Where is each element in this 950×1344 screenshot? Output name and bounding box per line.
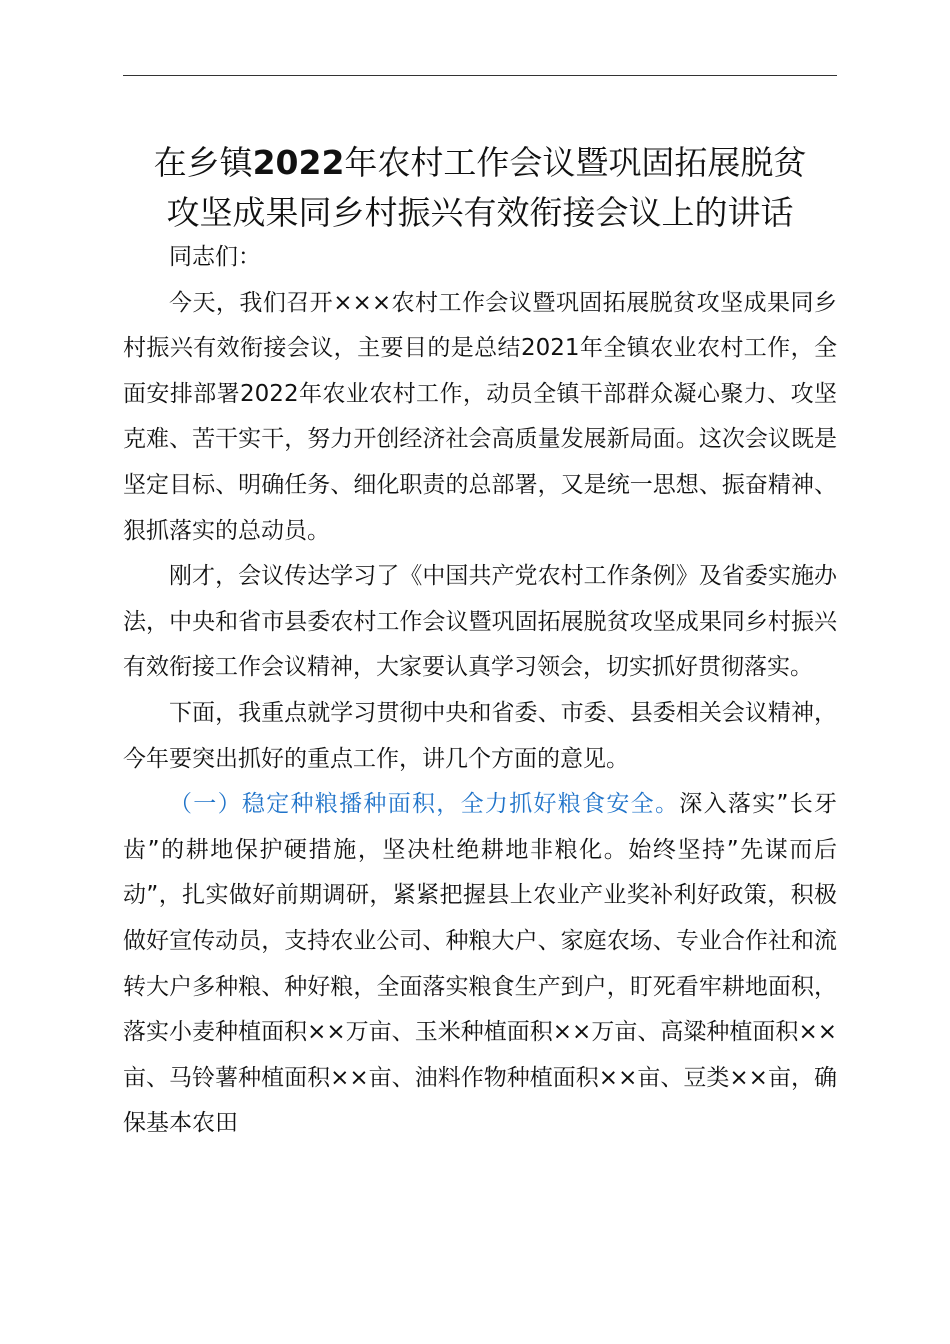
- header-rule: [123, 75, 837, 76]
- title-line-2: 攻坚成果同乡村振兴有效衔接会议上的讲话: [166, 193, 794, 232]
- section-one-text: 深入落实”长牙齿”的耕地保护硬措施，坚决杜绝耕地非粮化。始终坚持”先谋而后动”，扎实做好前期调研，紧紧把握县上农业产业奖补利好政策，积极做好宣传动员，支持农业公司、种粮大户、家庭农场、专业合作社和流转大户多种粮、种好粮，全面落实粮食生产到户，盯死看牢耕地面积，落实小麦种植面积××万亩、玉米种植面积××万亩、高粱种植面积××亩、马铃薯种植面积××亩、油料作物种植面积××亩、豆类××亩，确保基本农田: [123, 791, 838, 1137]
- paragraph-review: 刚才，会议传达学习了《中国共产党农村工作条例》及省委实施办法，中央和省市县委农村工作会议暨巩固拓展脱贫攻坚成果同乡村振兴有效衔接工作会议精神，大家要认真学习领会，切实抓好贯彻落实。: [123, 563, 837, 681]
- document-body: [123, 235, 837, 1147]
- paragraph-outline: 下面，我重点就学习贯彻中央和省委、市委、县委相关会议精神，今年要突出抓好的重点工作，讲几个方面的意见。: [123, 699, 837, 772]
- section-one-heading: （一）稳定种粮播种面积，全力抓好粮食安全。: [169, 791, 680, 818]
- document-title: [110, 138, 850, 238]
- title-line-1-suffix: 年农村工作会议暨巩固拓展脱贫: [344, 143, 807, 182]
- title-line-1: [110, 138, 850, 188]
- paragraph-intro: 今天，我们召开×××农村工作会议暨巩固拓展脱贫攻坚成果同乡村振兴有效衔接会议，主要目的是总结2021年全镇农业农村工作，全面安排部署2022年农业农村工作，动员全镇干部群众凝心聚力、攻坚克难、苦干实干，努力开创经济社会高质量发展新局面。这次会议既是坚定目标、明确任务、细化职责的总部署，又是统一思想、振奋精神、狠抓落实的总动员。: [123, 289, 837, 544]
- salutation: 同志们：: [169, 244, 261, 270]
- paragraph-section-one: [123, 782, 837, 1147]
- title-year: 2022: [252, 143, 345, 182]
- title-line-1-prefix: 在乡镇: [153, 143, 253, 182]
